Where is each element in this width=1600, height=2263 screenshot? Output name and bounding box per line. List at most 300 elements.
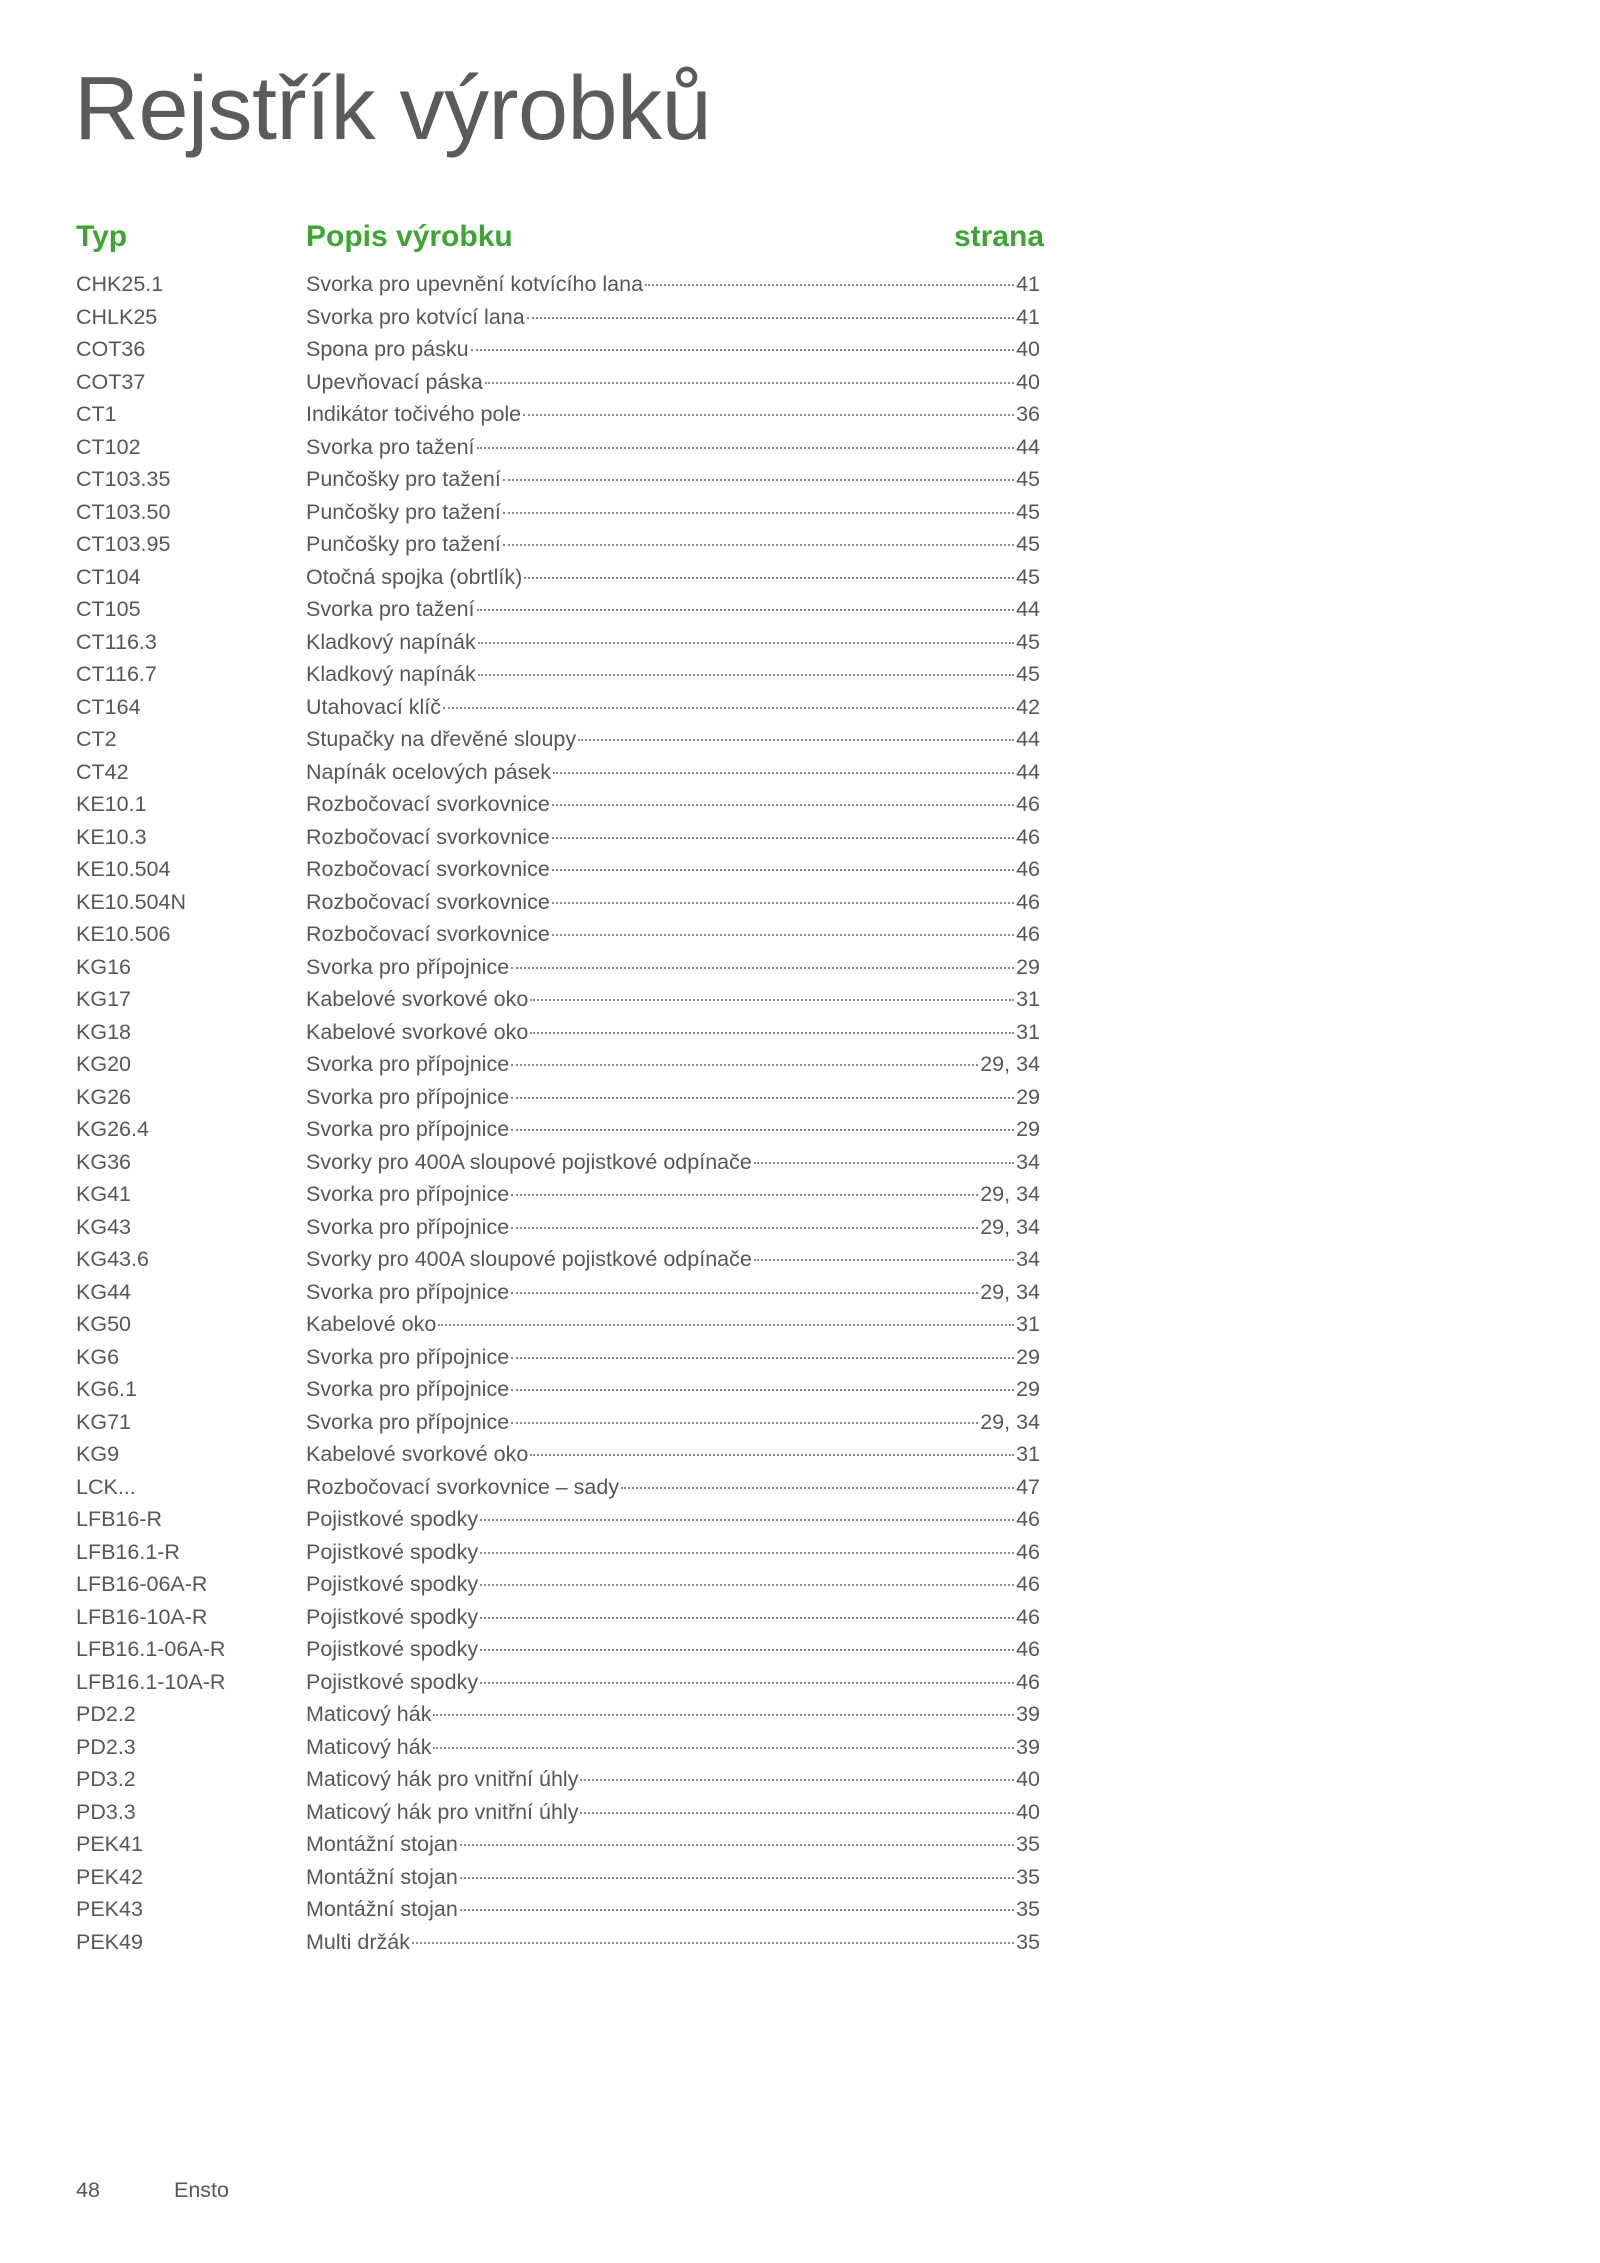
index-row xyxy=(76,1243,1040,1276)
index-row xyxy=(76,1113,1040,1146)
index-row xyxy=(76,886,1040,919)
dot-leader xyxy=(503,544,1014,546)
row-type: CHLK25 xyxy=(76,304,158,329)
row-type: KG71 xyxy=(76,1409,131,1434)
dot-leader xyxy=(480,1649,1014,1651)
row-description-wrap xyxy=(306,1666,1040,1699)
index-row xyxy=(76,821,1040,854)
header-page: strana xyxy=(953,220,1044,253)
row-page: 45 xyxy=(1016,662,1040,686)
row-description-wrap xyxy=(306,1633,1040,1666)
row-type: LFB16.1-R xyxy=(76,1539,180,1564)
index-row xyxy=(76,1536,1040,1569)
row-description-wrap xyxy=(306,918,1040,951)
row-type: COT36 xyxy=(76,337,146,361)
dot-leader xyxy=(477,447,1015,449)
row-description: Svorka pro přípojnice xyxy=(306,1117,510,1141)
index-row xyxy=(76,853,1040,886)
row-type: KG50 xyxy=(76,1312,131,1336)
row-page: 45 xyxy=(1016,564,1040,589)
row-page: 34 xyxy=(1016,1149,1040,1174)
index-row xyxy=(76,333,1040,366)
index-row xyxy=(76,1308,1040,1341)
row-description-wrap xyxy=(306,1698,1040,1731)
row-page: 31 xyxy=(1016,1019,1040,1044)
dot-leader xyxy=(552,804,1014,806)
row-page: 29, 34 xyxy=(980,1409,1040,1434)
row-description: Pojistkové spodky xyxy=(306,1669,479,1694)
row-type: CT1 xyxy=(76,402,117,426)
row-page: 29 xyxy=(1016,1117,1040,1141)
row-page: 46 xyxy=(1016,824,1040,849)
index-row xyxy=(76,756,1040,789)
dot-leader xyxy=(530,1454,1014,1456)
row-description: Rozbočovací svorkovnice xyxy=(306,824,550,849)
row-page: 46 xyxy=(1016,1507,1040,1531)
dot-leader xyxy=(471,349,1015,351)
row-description-wrap xyxy=(306,1568,1040,1601)
row-type: CT42 xyxy=(76,759,129,784)
index-row xyxy=(76,1048,1040,1081)
row-page: 45 xyxy=(1016,499,1040,524)
row-type: PEK49 xyxy=(76,1929,143,1954)
row-page: 29, 34 xyxy=(980,1182,1040,1206)
row-description-wrap xyxy=(306,366,1040,399)
index-row xyxy=(76,1731,1040,1764)
dot-leader xyxy=(552,902,1014,904)
row-description: Svorka pro přípojnice xyxy=(306,1344,510,1369)
row-page: 45 xyxy=(1016,532,1040,556)
dot-leader xyxy=(433,1714,1014,1716)
row-description-wrap xyxy=(306,1893,1040,1926)
row-page: 46 xyxy=(1016,922,1040,946)
dot-leader xyxy=(530,1032,1014,1034)
dot-leader xyxy=(511,1129,1014,1131)
row-type: CT103.50 xyxy=(76,499,171,524)
index-row xyxy=(76,951,1040,984)
index-row xyxy=(76,431,1040,464)
header-type: Typ xyxy=(76,220,128,253)
row-type: PEK42 xyxy=(76,1864,143,1889)
index-row xyxy=(76,626,1040,659)
row-type: PD3.3 xyxy=(76,1799,136,1824)
row-page: 40 xyxy=(1016,369,1040,394)
row-page: 35 xyxy=(1016,1897,1040,1921)
header-description: Popis výrobku xyxy=(306,220,513,253)
dot-leader xyxy=(552,837,1014,839)
row-description: Punčošky pro tažení xyxy=(306,499,501,524)
row-description: Spona pro pásku xyxy=(306,337,469,361)
row-description-wrap xyxy=(306,853,1040,886)
dot-leader xyxy=(754,1259,1014,1261)
row-page: 29 xyxy=(1016,954,1040,979)
row-type: KG26.4 xyxy=(76,1117,149,1141)
row-page: 29 xyxy=(1016,1344,1040,1369)
row-page: 29, 34 xyxy=(980,1052,1040,1076)
row-type: KG43 xyxy=(76,1214,131,1239)
row-description-wrap xyxy=(306,496,1040,529)
row-type: LFB16-R xyxy=(76,1507,163,1531)
row-page: 31 xyxy=(1016,1312,1040,1336)
dot-leader xyxy=(578,739,1014,741)
row-description-wrap xyxy=(306,1503,1040,1536)
index-row xyxy=(76,496,1040,529)
index-row xyxy=(76,1601,1040,1634)
row-description: Montážní stojan xyxy=(306,1832,458,1856)
row-description: Svorka pro přípojnice xyxy=(306,1409,510,1434)
row-description-wrap xyxy=(306,951,1040,984)
row-page: 46 xyxy=(1016,1572,1040,1596)
dot-leader xyxy=(511,1194,978,1196)
index-row xyxy=(76,1828,1040,1861)
dot-leader xyxy=(460,1877,1014,1879)
row-type: KG36 xyxy=(76,1149,131,1174)
dot-leader xyxy=(412,1942,1014,1944)
dot-leader xyxy=(433,1747,1014,1749)
row-description: Upevňovací páska xyxy=(306,369,483,394)
dot-leader xyxy=(443,707,1014,709)
index-row xyxy=(76,1503,1040,1536)
row-description-wrap xyxy=(306,1146,1040,1179)
index-row xyxy=(76,1178,1040,1211)
row-description-wrap xyxy=(306,1243,1040,1276)
row-page: 31 xyxy=(1016,987,1040,1011)
row-description: Montážní stojan xyxy=(306,1897,458,1921)
row-description: Maticový hák xyxy=(306,1734,432,1759)
row-description: Svorka pro přípojnice xyxy=(306,1182,510,1206)
row-type: CT164 xyxy=(76,694,141,719)
row-page: 35 xyxy=(1016,1929,1040,1954)
index-row xyxy=(76,1698,1040,1731)
row-description-wrap xyxy=(306,561,1040,594)
row-type: CT116.3 xyxy=(76,629,157,654)
row-page: 40 xyxy=(1016,1767,1040,1791)
row-description-wrap xyxy=(306,463,1040,496)
row-description-wrap xyxy=(306,1081,1040,1114)
row-description: Otočná spojka (obrtlík) xyxy=(306,564,523,589)
row-description: Svorka pro upevnění kotvícího lana xyxy=(306,272,644,296)
index-row xyxy=(76,528,1040,561)
index-row xyxy=(76,918,1040,951)
index-row xyxy=(76,1373,1040,1406)
row-description: Svorka pro kotvící lana xyxy=(306,304,525,329)
dot-leader xyxy=(523,414,1014,416)
dot-leader xyxy=(511,1227,978,1229)
index-row xyxy=(76,1861,1040,1894)
row-description-wrap xyxy=(306,1601,1040,1634)
row-page: 46 xyxy=(1016,857,1040,881)
row-page: 39 xyxy=(1016,1734,1040,1759)
index-row xyxy=(76,398,1040,431)
dot-leader xyxy=(645,284,1014,286)
index-row xyxy=(76,1763,1040,1796)
row-page: 35 xyxy=(1016,1832,1040,1856)
dot-leader xyxy=(503,512,1014,514)
dot-leader xyxy=(480,1584,1014,1586)
row-description: Kabelové svorkové oko xyxy=(306,1442,529,1466)
row-type: KG18 xyxy=(76,1019,131,1044)
row-page: 34 xyxy=(1016,1247,1040,1271)
row-type: KG20 xyxy=(76,1052,131,1076)
row-page: 44 xyxy=(1016,759,1040,784)
row-description: Punčošky pro tažení xyxy=(306,467,501,491)
page-number: 48 xyxy=(76,2178,100,2202)
row-description-wrap xyxy=(306,1796,1040,1829)
row-description-wrap xyxy=(306,658,1040,691)
dot-leader xyxy=(480,1552,1014,1554)
row-page: 46 xyxy=(1016,1604,1040,1629)
row-description-wrap xyxy=(306,1438,1040,1471)
row-description: Rozbočovací svorkovnice – sady xyxy=(306,1474,620,1499)
row-type: KG16 xyxy=(76,954,131,979)
row-description-wrap xyxy=(306,626,1040,659)
dot-leader xyxy=(580,1779,1014,1781)
row-description: Indikátor točivého pole xyxy=(306,402,522,426)
row-description: Svorka pro tažení xyxy=(306,434,475,459)
row-description: Svorka pro přípojnice xyxy=(306,1214,510,1239)
row-description: Stupačky na dřevěné sloupy xyxy=(306,727,577,751)
row-description: Pojistkové spodky xyxy=(306,1572,479,1596)
row-page: 40 xyxy=(1016,1799,1040,1824)
row-description-wrap xyxy=(306,398,1040,431)
row-type: PD3.2 xyxy=(76,1767,136,1791)
dot-leader xyxy=(580,1812,1014,1814)
row-description-wrap xyxy=(306,723,1040,756)
index-row xyxy=(76,1016,1040,1049)
index-row xyxy=(76,268,1040,301)
page-title: Rejstřík výrobků xyxy=(74,59,712,159)
product-index-list xyxy=(76,268,1040,1958)
row-page: 29 xyxy=(1016,1084,1040,1109)
row-type: CT102 xyxy=(76,434,141,459)
row-description: Svorky pro 400A sloupové pojistkové odpínače xyxy=(306,1247,752,1271)
row-type: CT116.7 xyxy=(76,662,157,686)
index-row xyxy=(76,1438,1040,1471)
row-page: 47 xyxy=(1016,1474,1040,1499)
row-description: Kabelové svorkové oko xyxy=(306,1019,529,1044)
row-description-wrap xyxy=(306,983,1040,1016)
row-type: CT104 xyxy=(76,564,141,589)
index-row xyxy=(76,691,1040,724)
row-type: LCK... xyxy=(76,1474,136,1499)
row-description: Svorka pro tažení xyxy=(306,597,475,621)
dot-leader xyxy=(480,1617,1014,1619)
row-type: COT37 xyxy=(76,369,146,394)
index-row xyxy=(76,788,1040,821)
index-row xyxy=(76,1568,1040,1601)
row-type: KE10.504N xyxy=(76,889,186,914)
dot-leader xyxy=(460,1909,1014,1911)
row-page: 46 xyxy=(1016,1669,1040,1694)
index-row xyxy=(76,1633,1040,1666)
dot-leader xyxy=(485,382,1014,384)
row-page: 29, 34 xyxy=(980,1214,1040,1239)
dot-leader xyxy=(527,317,1014,319)
row-description: Svorka pro přípojnice xyxy=(306,1052,510,1076)
row-description: Punčošky pro tažení xyxy=(306,532,501,556)
row-type: LFB16.1-06A-R xyxy=(76,1637,226,1661)
dot-leader xyxy=(477,609,1015,611)
dot-leader xyxy=(552,934,1014,936)
row-page: 31 xyxy=(1016,1442,1040,1466)
row-description-wrap xyxy=(306,1308,1040,1341)
row-description: Svorky pro 400A sloupové pojistkové odpínače xyxy=(306,1149,752,1174)
row-description: Kabelové svorkové oko xyxy=(306,987,529,1011)
row-description: Kladkový napínák xyxy=(306,662,476,686)
dot-leader xyxy=(553,772,1014,774)
dot-leader xyxy=(511,1097,1014,1099)
dot-leader xyxy=(511,1422,978,1424)
row-description: Multi držák xyxy=(306,1929,410,1954)
dot-leader xyxy=(478,674,1014,676)
index-row xyxy=(76,1893,1040,1926)
dot-leader xyxy=(754,1162,1014,1164)
row-description: Svorka pro přípojnice xyxy=(306,1377,510,1401)
dot-leader xyxy=(511,1064,978,1066)
row-description-wrap xyxy=(306,886,1040,919)
row-description-wrap xyxy=(306,1763,1040,1796)
row-description: Kabelové oko xyxy=(306,1312,437,1336)
row-type: CT103.35 xyxy=(76,467,171,491)
row-description: Pojistkové spodky xyxy=(306,1637,479,1661)
row-description: Utahovací klíč xyxy=(306,694,442,719)
row-type: KG44 xyxy=(76,1279,131,1304)
index-row xyxy=(76,1406,1040,1439)
row-type: KE10.3 xyxy=(76,824,147,849)
row-type: CT2 xyxy=(76,727,117,751)
dot-leader xyxy=(552,869,1014,871)
row-page: 44 xyxy=(1016,727,1040,751)
row-page: 45 xyxy=(1016,629,1040,654)
row-page: 44 xyxy=(1016,597,1040,621)
row-type: KG6.1 xyxy=(76,1377,137,1401)
row-description-wrap xyxy=(306,756,1040,789)
index-row xyxy=(76,1926,1040,1959)
dot-leader xyxy=(511,967,1014,969)
row-description-wrap xyxy=(306,1276,1040,1309)
row-description: Napínák ocelových pásek xyxy=(306,759,552,784)
dot-leader xyxy=(438,1324,1014,1326)
row-type: CT103.95 xyxy=(76,532,171,556)
dot-leader xyxy=(511,1292,978,1294)
index-row xyxy=(76,723,1040,756)
row-page: 45 xyxy=(1016,467,1040,491)
row-description: Pojistkové spodky xyxy=(306,1507,479,1531)
index-row xyxy=(76,1471,1040,1504)
index-row xyxy=(76,1666,1040,1699)
row-type: KG6 xyxy=(76,1344,120,1369)
row-page: 46 xyxy=(1016,1637,1040,1661)
index-row xyxy=(76,301,1040,334)
row-description-wrap xyxy=(306,301,1040,334)
row-type: PD2.2 xyxy=(76,1702,136,1726)
row-description-wrap xyxy=(306,333,1040,366)
row-description-wrap xyxy=(306,788,1040,821)
row-description: Svorka pro přípojnice xyxy=(306,954,510,979)
row-type: KE10.504 xyxy=(76,857,171,881)
row-type: KG17 xyxy=(76,987,131,1011)
row-description: Kladkový napínák xyxy=(306,629,476,654)
dot-leader xyxy=(478,642,1014,644)
row-description: Rozbočovací svorkovnice xyxy=(306,889,550,914)
row-type: KE10.506 xyxy=(76,922,171,946)
row-page: 36 xyxy=(1016,402,1040,426)
row-page: 39 xyxy=(1016,1702,1040,1726)
row-description-wrap xyxy=(306,528,1040,561)
index-row xyxy=(76,1146,1040,1179)
row-page: 41 xyxy=(1016,272,1040,296)
dot-leader xyxy=(503,479,1014,481)
row-type: KG9 xyxy=(76,1442,120,1466)
row-description-wrap xyxy=(306,1016,1040,1049)
index-row xyxy=(76,463,1040,496)
row-description: Svorka pro přípojnice xyxy=(306,1084,510,1109)
row-description-wrap xyxy=(306,691,1040,724)
dot-leader xyxy=(480,1519,1014,1521)
row-description-wrap xyxy=(306,1926,1040,1959)
row-type: KE10.1 xyxy=(76,792,147,816)
dot-leader xyxy=(621,1487,1014,1489)
dot-leader xyxy=(530,999,1014,1001)
row-page: 46 xyxy=(1016,889,1040,914)
dot-leader xyxy=(480,1682,1014,1684)
row-description-wrap xyxy=(306,1048,1040,1081)
index-row xyxy=(76,1211,1040,1244)
row-type: LFB16-10A-R xyxy=(76,1604,208,1629)
row-description-wrap xyxy=(306,1731,1040,1764)
row-type: KG43.6 xyxy=(76,1247,149,1271)
row-description-wrap xyxy=(306,431,1040,464)
row-description: Rozbočovací svorkovnice xyxy=(306,922,550,946)
row-description: Maticový hák pro vnitřní úhly xyxy=(306,1767,579,1791)
row-description: Maticový hák xyxy=(306,1702,432,1726)
index-row xyxy=(76,1796,1040,1829)
row-description-wrap xyxy=(306,1113,1040,1146)
row-description-wrap xyxy=(306,1828,1040,1861)
dot-leader xyxy=(460,1844,1014,1846)
index-row xyxy=(76,1081,1040,1114)
row-description-wrap xyxy=(306,1211,1040,1244)
row-description: Maticový hák pro vnitřní úhly xyxy=(306,1799,579,1824)
row-description: Pojistkové spodky xyxy=(306,1604,479,1629)
row-type: CHK25.1 xyxy=(76,272,164,296)
page-footer xyxy=(76,2178,229,2203)
row-page: 42 xyxy=(1016,694,1040,719)
index-row xyxy=(76,561,1040,594)
row-description-wrap xyxy=(306,1406,1040,1439)
row-type: PEK41 xyxy=(76,1832,143,1856)
row-type: PEK43 xyxy=(76,1897,143,1921)
row-description: Rozbočovací svorkovnice xyxy=(306,792,550,816)
row-page: 29 xyxy=(1016,1377,1040,1401)
row-description-wrap xyxy=(306,821,1040,854)
row-description-wrap xyxy=(306,593,1040,626)
row-page: 44 xyxy=(1016,434,1040,459)
row-description: Pojistkové spodky xyxy=(306,1539,479,1564)
row-page: 41 xyxy=(1016,304,1040,329)
row-type: LFB16-06A-R xyxy=(76,1572,208,1596)
row-page: 29, 34 xyxy=(980,1279,1040,1304)
row-description-wrap xyxy=(306,268,1040,301)
footer-brand: Ensto xyxy=(174,2178,229,2202)
row-description: Montážní stojan xyxy=(306,1864,458,1889)
row-type: PD2.3 xyxy=(76,1734,136,1759)
row-page: 35 xyxy=(1016,1864,1040,1889)
index-row xyxy=(76,983,1040,1016)
row-type: CT105 xyxy=(76,597,141,621)
row-type: KG26 xyxy=(76,1084,131,1109)
row-description-wrap xyxy=(306,1471,1040,1504)
